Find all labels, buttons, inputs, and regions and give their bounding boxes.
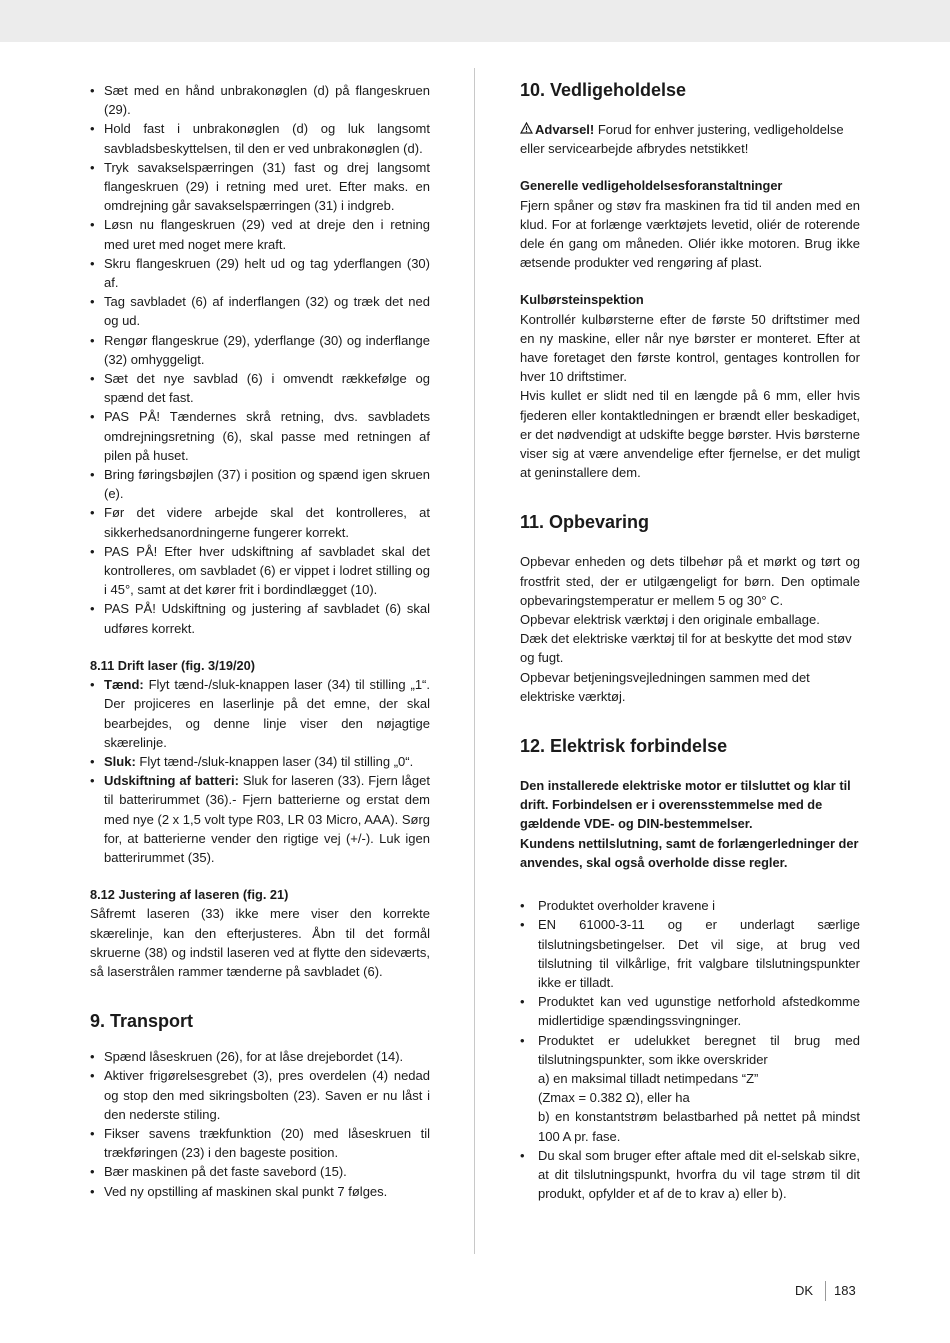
- general-maintenance-title: Generelle vedligeholdelsesforanstaltninger: [520, 178, 783, 194]
- list-item: • PAS PÅ! Efter hver udskiftning af savbladet skal det kontrolleres, om savbladet (6) er vippet i lodret stilling og i 45°, samt at det kører frit i bordindlægget (10).: [90, 542, 430, 600]
- item-label: Sluk:: [104, 753, 136, 769]
- list-item: • Tryk savakselspærringen (31) fast og drej langsomt flangeskruen (29) i retning med uret. Efter maks. en omdrejning går savakselspærringen (31) i indgreb.: [90, 158, 430, 216]
- warning-icon: [520, 120, 535, 139]
- page-number: 183: [834, 1283, 856, 1298]
- item-text: Sluk for laseren (33). Fjern låget til batterirummet (36).- Fjern batterierne og erstat dem med nye (2 x 1,5 volt type R03, LR 03 Micro, AAA). Sørg for, at batterierne vender den rigtige vej (+/-). Luk igen batterirummet (35).: [104, 773, 430, 865]
- item-text: Flyt tænd-/sluk-knappen laser (34) til stilling „0“.: [135, 753, 414, 769]
- brush-inspection-title: Kulbørsteinspektion: [520, 292, 644, 308]
- section-8-12-title: 8.12 Justering af laseren (fig. 21): [90, 887, 289, 903]
- warning-label: Advarsel!: [535, 122, 595, 137]
- right-column: [520, 78, 860, 1203]
- item-label: Tænd:: [104, 677, 144, 693]
- section-9-title: 9. Transport: [90, 1011, 194, 1032]
- general-maintenance-text: Fjern spåner og støv fra maskinen fra tid til anden med en klud. For at forlænge værktøjets levetid, oliér de roterende dele én gang om måneden. Oliér ikke motoren. Brug ikke ætsende produkter ved rengøring af plast.: [520, 197, 860, 271]
- storage-text-3: Dæk det elektriske værktøj til for at beskytte det mod støv og fugt.: [520, 631, 852, 666]
- top-bar: [0, 0, 950, 42]
- list-item: • Sæt med en hånd unbrakonøglen (d) på flangeskruen (29).: [90, 81, 430, 119]
- list-item: • Sæt det nye savblad (6) i omvendt rækkefølge og spænd det fast.: [90, 369, 430, 407]
- list-item: • Bring føringsbøjlen (37) i position og spænd igen skruen (e).: [90, 465, 430, 503]
- list-item: • Før det videre arbejde skal det kontrolleres, at sikkerhedsanordningerne fungerer korrekt.: [90, 503, 430, 541]
- section-10-title: 10. Vedligeholdelse: [520, 80, 687, 100]
- list-item: • Løsn nu flangeskruen (29) ved at dreje den i retning med uret med noget mere kraft.: [90, 215, 430, 253]
- electrical-note-1: Den installerede elektriske motor er tilsluttet og klar til drift. Forbindelsen er i overensstemmelse med de gældende VDE- og DIN-bestemmelser.: [520, 778, 851, 832]
- list-item: • Fikser savens trækfunktion (20) med låseskruen til trækføringen (23) i den bageste position.: [90, 1124, 430, 1162]
- item-label: Udskiftning af batteri:: [104, 773, 239, 789]
- section-8-11-title: 8.11 Drift laser (fig. 3/19/20): [90, 657, 256, 673]
- brush-inspection-text-1: Kontrollér kulbørsterne efter de første 50 driftstimer med en ny maskine, eller når nye børster er monteret. Efter at have foretaget den første kontrol, gentages kontrollen for hver 10 driftstimer.: [520, 311, 860, 385]
- electrical-list: [520, 896, 860, 1203]
- left-column: [90, 81, 430, 1201]
- storage-text-1: Opbevar enheden og dets tilbehør på et mørkt og tørt og frostfrit sted, der er utilgængeligt for børn. Den optimale opbevaringstemperatur er mellem 5 og 30° C.: [520, 554, 860, 608]
- list-item: • Du skal som bruger efter aftale med dit el-selskab sikre, at dit tilslutningspunkt, hvorfra du vil tage strøm til dit produkt, opfylder et af de to krav a) eller b).: [520, 1146, 860, 1204]
- list-item: • Ved ny opstilling af maskinen skal punkt 7 følges.: [90, 1182, 430, 1201]
- list-item: • PAS PÅ! Udskiftning og justering af savbladet (6) skal udføres korrekt.: [90, 599, 430, 637]
- electrical-note-2: Kundens nettilslutning, samt de forlængerledninger der anvendes, skal også overholde disse regler.: [520, 835, 859, 870]
- list-item: • Skru flangeskruen (29) helt ud og tag yderflangen (30) af.: [90, 254, 430, 292]
- list-item: • Produktet kan ved ugunstige netforhold afstedkomme midlertidige spændingssvingninger.: [520, 992, 860, 1030]
- warning-body: Forud for enhver justering, vedligeholdelse eller servicearbejde afbrydes netstikket!: [520, 122, 844, 157]
- item-intro: • Produktet er udelukket beregnet til brug med tilslutningspunkter, som ikke overskrider: [538, 1032, 860, 1067]
- list-item: [520, 1031, 860, 1146]
- list-item: • Aktiver frigørelsesgrebet (3), pres overdelen (4) nedad og stop den med sikringsbolten (23). Saven er nu låst i den nederste stiling.: [90, 1066, 430, 1124]
- blade-change-steps: [90, 81, 430, 638]
- list-item: • EN 61000-3-11 og er underlagt særlige tilslutningsbetingelser. Det vil sige, at brug ved tilslutning til vilkårlige, frit valgbare tilslutningspunkter ikke er tilladt.: [520, 915, 860, 992]
- storage-text-2: Opbevar elektrisk værktøj i den originale emballage.: [520, 612, 820, 628]
- section-12-title: 12. Elektrisk forbindelse: [520, 736, 728, 757]
- list-item: • PAS PÅ! Tændernes skrå retning, dvs. savbladets omdrejningsretning (6), skal passe med retningen af pilen på huset.: [90, 407, 430, 465]
- warning-text: [520, 120, 860, 158]
- list-item: • Produktet overholder kravene i: [520, 896, 860, 915]
- list-item: • Spænd låseskruen (26), for at låse drejebordet (14).: [90, 1047, 430, 1066]
- column-divider: [474, 68, 475, 1254]
- item-zmax: (Zmax = 0.382 Ω), eller ha: [538, 1090, 690, 1106]
- item-option-b: b) en konstantstrøm belastbarhed på nettet på mindst 100 A pr. fase.: [538, 1109, 860, 1144]
- list-item: • Tag savbladet (6) af inderflangen (32) og træk det ned og ud.: [90, 292, 430, 330]
- list-item: • Hold fast i unbrakonøglen (d) og luk langsomt savbladsbeskyttelsen, til den er ved unbrakonøglen (d).: [90, 119, 430, 157]
- list-item: [90, 675, 430, 752]
- storage-text-4: Opbevar betjeningsvejledningen sammen med det elektriske værktøj.: [520, 669, 810, 704]
- footer-separator: [825, 1281, 826, 1301]
- transport-list: [90, 1047, 430, 1201]
- section-8-12-text: Såfremt laseren (33) ikke mere viser den korrekte skærelinje, kan den efterjusteres. Åbn til det formål skruerne (38) og indstil laseren ved at flytte den sideværts, så laserstrålen rammer tænderne på savbladet (6).: [90, 906, 430, 979]
- list-item: • Rengør flangeskrue (29), yderflange (30) og inderflange (32) omhyggeligt.: [90, 331, 430, 369]
- list-item: [90, 771, 430, 867]
- item-option-a: a) en maksimal tilladt netimpedans “Z”: [538, 1070, 759, 1086]
- list-item: • Bær maskinen på det faste savebord (15).: [90, 1162, 430, 1181]
- laser-operation-list: [90, 675, 430, 867]
- section-11-title: 11. Opbevaring: [520, 512, 650, 533]
- item-text: Flyt tænd-/sluk-knappen laser (34) til stilling „1“. Der projiceres en laserlinje på det emne, der skal bearbejdes, og denne linje viser den nøjagtige skærelinje.: [104, 677, 430, 750]
- brush-inspection-text-2: Hvis kullet er slidt ned til en længde på 6 mm, eller hvis fjederen eller kontaktledningen er brændt eller beskadiget, er det nødvendigt at udskifte begge børster. Hvis børsterne viser sig at være anvendelige efter fjernelse, er det muligt at geninstallere dem.: [520, 388, 860, 481]
- list-item: [90, 752, 430, 771]
- footer-language: DK: [795, 1283, 814, 1298]
